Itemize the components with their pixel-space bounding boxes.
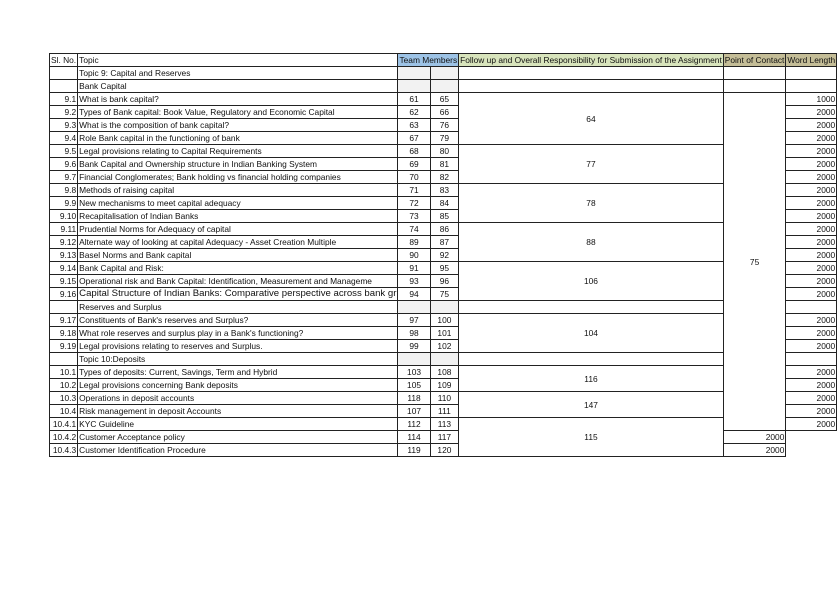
- section-title: Bank Capital: [78, 80, 398, 93]
- member-2: 66: [430, 106, 459, 119]
- member-1: 91: [398, 262, 430, 275]
- member-1: 71: [398, 184, 430, 197]
- word-length: 1000: [786, 93, 837, 106]
- header-sl-no: Sl. No.: [51, 55, 77, 65]
- member-1: 67: [398, 132, 430, 145]
- member-1: 97: [398, 314, 430, 327]
- word-length: 2000: [723, 431, 786, 444]
- topic: What role reserves and surplus play in a Bank's functioning?: [78, 327, 398, 340]
- sl-no: 10.4.2: [50, 431, 78, 444]
- sl-no: 9.12: [50, 236, 78, 249]
- word-length: 2000: [723, 444, 786, 457]
- topic: Bank Capital and Ownership structure in Indian Banking System: [78, 158, 398, 171]
- member-2: 111: [430, 405, 459, 418]
- sl-no: 10.1: [50, 366, 78, 379]
- word-length: 2000: [786, 275, 837, 288]
- word-length: 2000: [786, 327, 837, 340]
- word-length: 2000: [786, 314, 837, 327]
- section-row: [50, 301, 837, 314]
- member-1: 114: [398, 431, 430, 444]
- section-row: [50, 353, 837, 366]
- topic: Methods of raising capital: [78, 184, 398, 197]
- member-2: 75: [430, 288, 459, 301]
- follow-up-value: 77: [459, 145, 724, 184]
- assignment-table: [49, 53, 837, 457]
- word-length: 2000: [786, 262, 837, 275]
- sl-no: 9.6: [50, 158, 78, 171]
- topic: KYC Guideline: [78, 418, 398, 431]
- word-length: 2000: [786, 171, 837, 184]
- word-length: 2000: [786, 197, 837, 210]
- member-1: 107: [398, 405, 430, 418]
- word-length: 2000: [786, 184, 837, 197]
- member-1: 99: [398, 340, 430, 353]
- word-length: 2000: [786, 106, 837, 119]
- follow-up-value: 115: [459, 418, 724, 457]
- sl-no: 9.3: [50, 119, 78, 132]
- follow-up-value: 88: [459, 223, 724, 262]
- header-point-of-contact: Point of Contact: [724, 55, 785, 65]
- point-of-contact-value: 75: [723, 93, 786, 431]
- sl-no: 9.8: [50, 184, 78, 197]
- sl-no: 9.13: [50, 249, 78, 262]
- member-2: 109: [430, 379, 459, 392]
- sl-no: 9.1: [50, 93, 78, 106]
- follow-up-value: 106: [459, 262, 724, 301]
- member-2: 65: [430, 93, 459, 106]
- member-2: 96: [430, 275, 459, 288]
- member-2: 87: [430, 236, 459, 249]
- member-2: 86: [430, 223, 459, 236]
- word-length: 2000: [786, 119, 837, 132]
- header-team-members: Team Members: [399, 55, 458, 65]
- word-length: 2000: [786, 288, 837, 301]
- word-length: 2000: [786, 249, 837, 262]
- member-2: 83: [430, 184, 459, 197]
- follow-up-value: 147: [459, 392, 724, 418]
- sl-no: 10.3: [50, 392, 78, 405]
- sl-no: 9.19: [50, 340, 78, 353]
- section-row: [50, 67, 837, 80]
- member-1: 74: [398, 223, 430, 236]
- member-1: 68: [398, 145, 430, 158]
- topic: Legal provisions concerning Bank deposits: [78, 379, 398, 392]
- member-1: 90: [398, 249, 430, 262]
- member-2: 113: [430, 418, 459, 431]
- word-length: 2000: [786, 340, 837, 353]
- word-length: 2000: [786, 405, 837, 418]
- member-2: 95: [430, 262, 459, 275]
- topic: Constituents of Bank's reserves and Surplus?: [78, 314, 398, 327]
- section-title: Topic 10:Deposits: [78, 353, 398, 366]
- sl-no: 10.4: [50, 405, 78, 418]
- member-1: 119: [398, 444, 430, 457]
- topic: Legal provisions relating to reserves and Surplus.: [78, 340, 398, 353]
- member-1: 72: [398, 197, 430, 210]
- topic: Financial Conglomerates; Bank holding vs financial holding companies: [78, 171, 398, 184]
- table-row: [50, 145, 837, 158]
- member-2: 85: [430, 210, 459, 223]
- table-row: [50, 262, 837, 275]
- member-2: 84: [430, 197, 459, 210]
- word-length: 2000: [786, 366, 837, 379]
- sl-no: 9.14: [50, 262, 78, 275]
- topic: Customer Acceptance policy: [78, 431, 398, 444]
- member-1: 63: [398, 119, 430, 132]
- topic: Types of deposits: Current, Savings, Term and Hybrid: [78, 366, 398, 379]
- header-topic: Topic: [78, 54, 398, 67]
- member-1: 93: [398, 275, 430, 288]
- sl-no: 9.9: [50, 197, 78, 210]
- follow-up-value: 116: [459, 366, 724, 392]
- sl-no: 9.18: [50, 327, 78, 340]
- header-word-length: Word Length: [787, 55, 836, 65]
- sl-no: 9.17: [50, 314, 78, 327]
- sl-no: 9.16: [50, 288, 78, 301]
- member-2: 92: [430, 249, 459, 262]
- member-2: 81: [430, 158, 459, 171]
- member-2: 102: [430, 340, 459, 353]
- topic: New mechanisms to meet capital adequacy: [78, 197, 398, 210]
- sl-no: 9.15: [50, 275, 78, 288]
- sl-no: 9.10: [50, 210, 78, 223]
- member-2: 101: [430, 327, 459, 340]
- topic: Basel Norms and Bank capital: [78, 249, 398, 262]
- member-2: 76: [430, 119, 459, 132]
- member-2: 120: [430, 444, 459, 457]
- topic: Customer Identification Procedure: [78, 444, 398, 457]
- topic: Prudential Norms for Adequacy of capital: [78, 223, 398, 236]
- member-1: 105: [398, 379, 430, 392]
- sl-no: 9.7: [50, 171, 78, 184]
- member-1: 73: [398, 210, 430, 223]
- topic: Recapitalisation of Indian Banks: [78, 210, 398, 223]
- table-row: [50, 392, 837, 405]
- member-2: 82: [430, 171, 459, 184]
- follow-up-value: 78: [459, 184, 724, 223]
- sl-no: 10.2: [50, 379, 78, 392]
- table-row: [50, 184, 837, 197]
- topic: Types of Bank capital: Book Value, Regulatory and Economic Capital: [78, 106, 398, 119]
- member-1: 94: [398, 288, 430, 301]
- header-follow-up: Follow up and Overall Responsibility for Submission of the Assignment: [460, 55, 722, 65]
- member-2: 79: [430, 132, 459, 145]
- section-row: [50, 80, 837, 93]
- table-row: [50, 366, 837, 379]
- sl-no: 9.5: [50, 145, 78, 158]
- member-1: 118: [398, 392, 430, 405]
- member-1: 103: [398, 366, 430, 379]
- member-2: 108: [430, 366, 459, 379]
- member-2: 110: [430, 392, 459, 405]
- table-row: [50, 223, 837, 236]
- member-2: 117: [430, 431, 459, 444]
- follow-up-value: 104: [459, 314, 724, 353]
- section-title: Reserves and Surplus: [78, 301, 398, 314]
- member-1: 112: [398, 418, 430, 431]
- topic: Operations in deposit accounts: [78, 392, 398, 405]
- topic: Operational risk and Bank Capital: Identification, Measurement and Manageme: [78, 275, 398, 288]
- topic: What is the composition of bank capital?: [78, 119, 398, 132]
- table-row: [50, 314, 837, 327]
- member-1: 98: [398, 327, 430, 340]
- sl-no: 9.11: [50, 223, 78, 236]
- word-length: 2000: [786, 145, 837, 158]
- follow-up-value: 64: [459, 93, 724, 145]
- member-1: 89: [398, 236, 430, 249]
- sl-no: 9.2: [50, 106, 78, 119]
- topic: Capital Structure of Indian Banks: Comparative perspective across bank gr: [79, 288, 397, 299]
- sl-no: 10.4.1: [50, 418, 78, 431]
- sl-no: 10.4.3: [50, 444, 78, 457]
- topic: Alternate way of looking at capital Adequacy - Asset Creation Multiple: [78, 236, 398, 249]
- topic: Risk management in deposit Accounts: [78, 405, 398, 418]
- table-row: [50, 418, 837, 431]
- word-length: 2000: [786, 418, 837, 431]
- member-1: 62: [398, 106, 430, 119]
- member-1: 70: [398, 171, 430, 184]
- section-title: Topic 9: Capital and Reserves: [78, 67, 398, 80]
- topic: Legal provisions relating to Capital Requirements: [78, 145, 398, 158]
- word-length: 2000: [786, 236, 837, 249]
- sl-no: 9.4: [50, 132, 78, 145]
- member-1: 61: [398, 93, 430, 106]
- word-length: 2000: [786, 379, 837, 392]
- topic: Role Bank capital in the functioning of bank: [78, 132, 398, 145]
- topic: What is bank capital?: [78, 93, 398, 106]
- word-length: 2000: [786, 210, 837, 223]
- word-length: 2000: [786, 132, 837, 145]
- header-row: [50, 54, 837, 67]
- word-length: 2000: [786, 158, 837, 171]
- topic: Bank Capital and Risk:: [78, 262, 398, 275]
- member-1: 69: [398, 158, 430, 171]
- word-length: 2000: [786, 223, 837, 236]
- member-2: 100: [430, 314, 459, 327]
- table-row: [50, 93, 837, 106]
- word-length: 2000: [786, 392, 837, 405]
- member-2: 80: [430, 145, 459, 158]
